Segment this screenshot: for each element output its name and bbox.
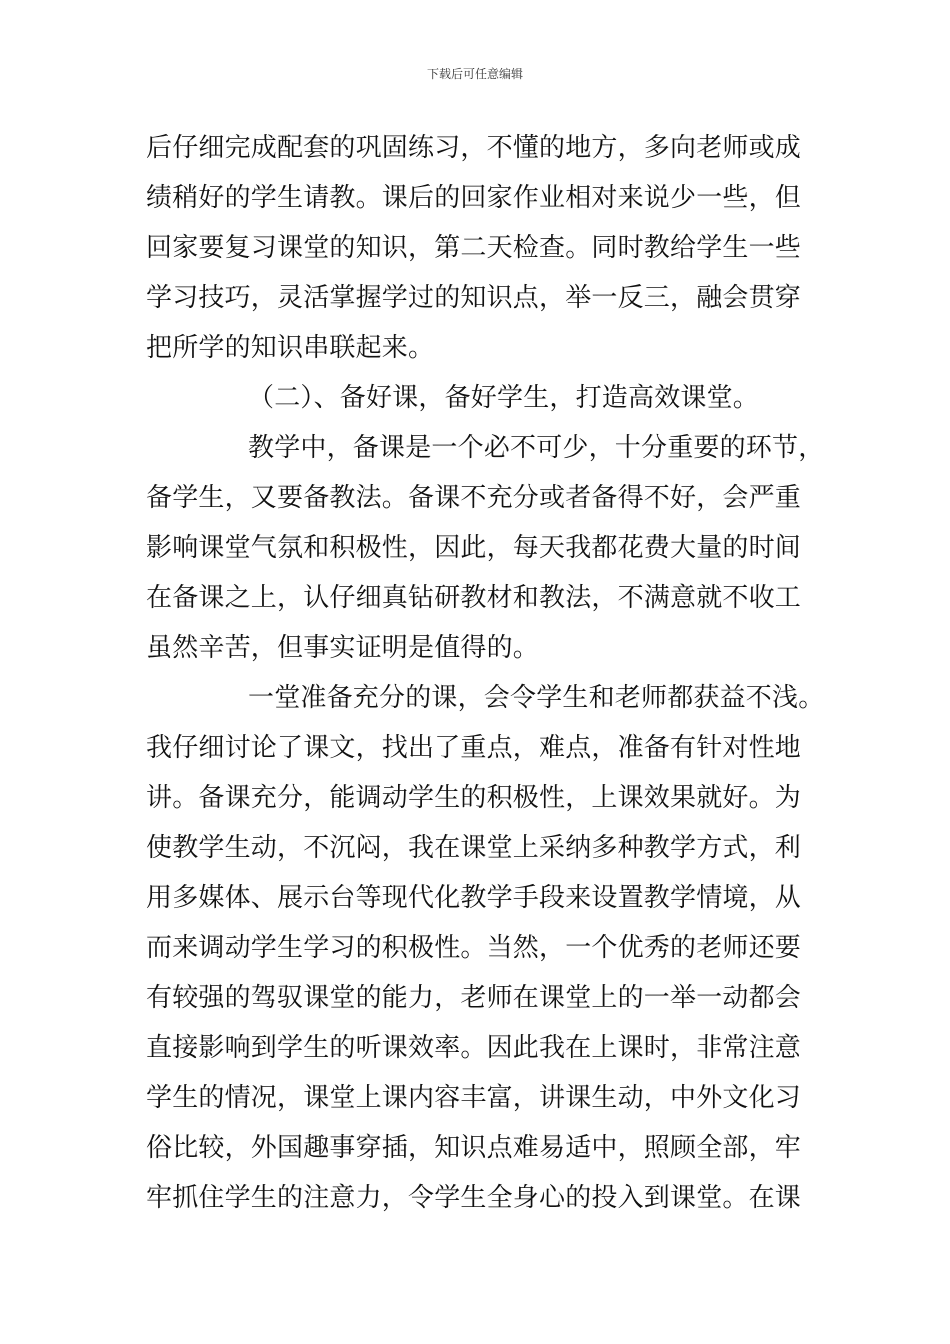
text-line: 用多媒体、展示台等现代化教学手段来设置教学情境，从 [146, 883, 802, 913]
text-line: 有较强的驾驭课堂的能力，老师在课堂上的一举一动都会 [146, 983, 802, 1013]
text-line: 在备课之上，认仔细真钻研教材和教法，不满意就不收工 [146, 583, 802, 613]
text-line: 虽然辛苦，但事实证明是值得的。 [146, 633, 540, 663]
text-line: 学生的情况，课堂上课内容丰富，讲课生动，中外文化习 [146, 1083, 802, 1113]
text-line: 后仔细完成配套的巩固练习，不懂的地方，多向老师或成 [146, 133, 802, 163]
text-line: 而来调动学生学习的积极性。当然，一个优秀的老师还要 [146, 933, 802, 963]
text-line: 我仔细讨论了课文，找出了重点，难点，准备有针对性地 [146, 733, 802, 763]
text-line: 使教学生动，不沉闷，我在课堂上采纳多种教学方式，利 [146, 833, 802, 863]
text-line: 备学生，又要备教法。备课不充分或者备得不好，会严重 [146, 483, 802, 513]
text-line: 讲。备课充分，能调动学生的积极性，上课效果就好。为 [146, 783, 802, 813]
text-line: 直接影响到学生的听课效率。因此我在上课时，非常注意 [146, 1033, 802, 1063]
text-line: 俗比较，外国趣事穿插，知识点难易适中，照顾全部，牢 [146, 1133, 802, 1163]
paragraph-first-line: 教学中，备课是一个必不可少，十分重要的环节， [248, 433, 825, 463]
text-line: 回家要复习课堂的知识，第二天检查。同时教给学生一些 [146, 233, 802, 263]
text-line: 把所学的知识串联起来。 [146, 333, 435, 363]
text-line: 学习技巧，灵活掌握学过的知识点，举一反三，融会贯穿 [146, 283, 802, 313]
text-line: 绩稍好的学生请教。课后的回家作业相对来说少一些，但 [146, 183, 802, 213]
paragraph-first-line: 一堂准备充分的课，会令学生和老师都获益不浅。 [248, 683, 825, 713]
text-line: 影响课堂气氛和积极性，因此，每天我都花费大量的时间 [146, 533, 802, 563]
section-heading: （二）、备好课，备好学生，打造高效课堂。 [248, 383, 760, 413]
text-line: 牢抓住学生的注意力，令学生全身心的投入到课堂。在课 [146, 1183, 802, 1213]
page-header: 下载后可任意编辑 [426, 67, 523, 81]
